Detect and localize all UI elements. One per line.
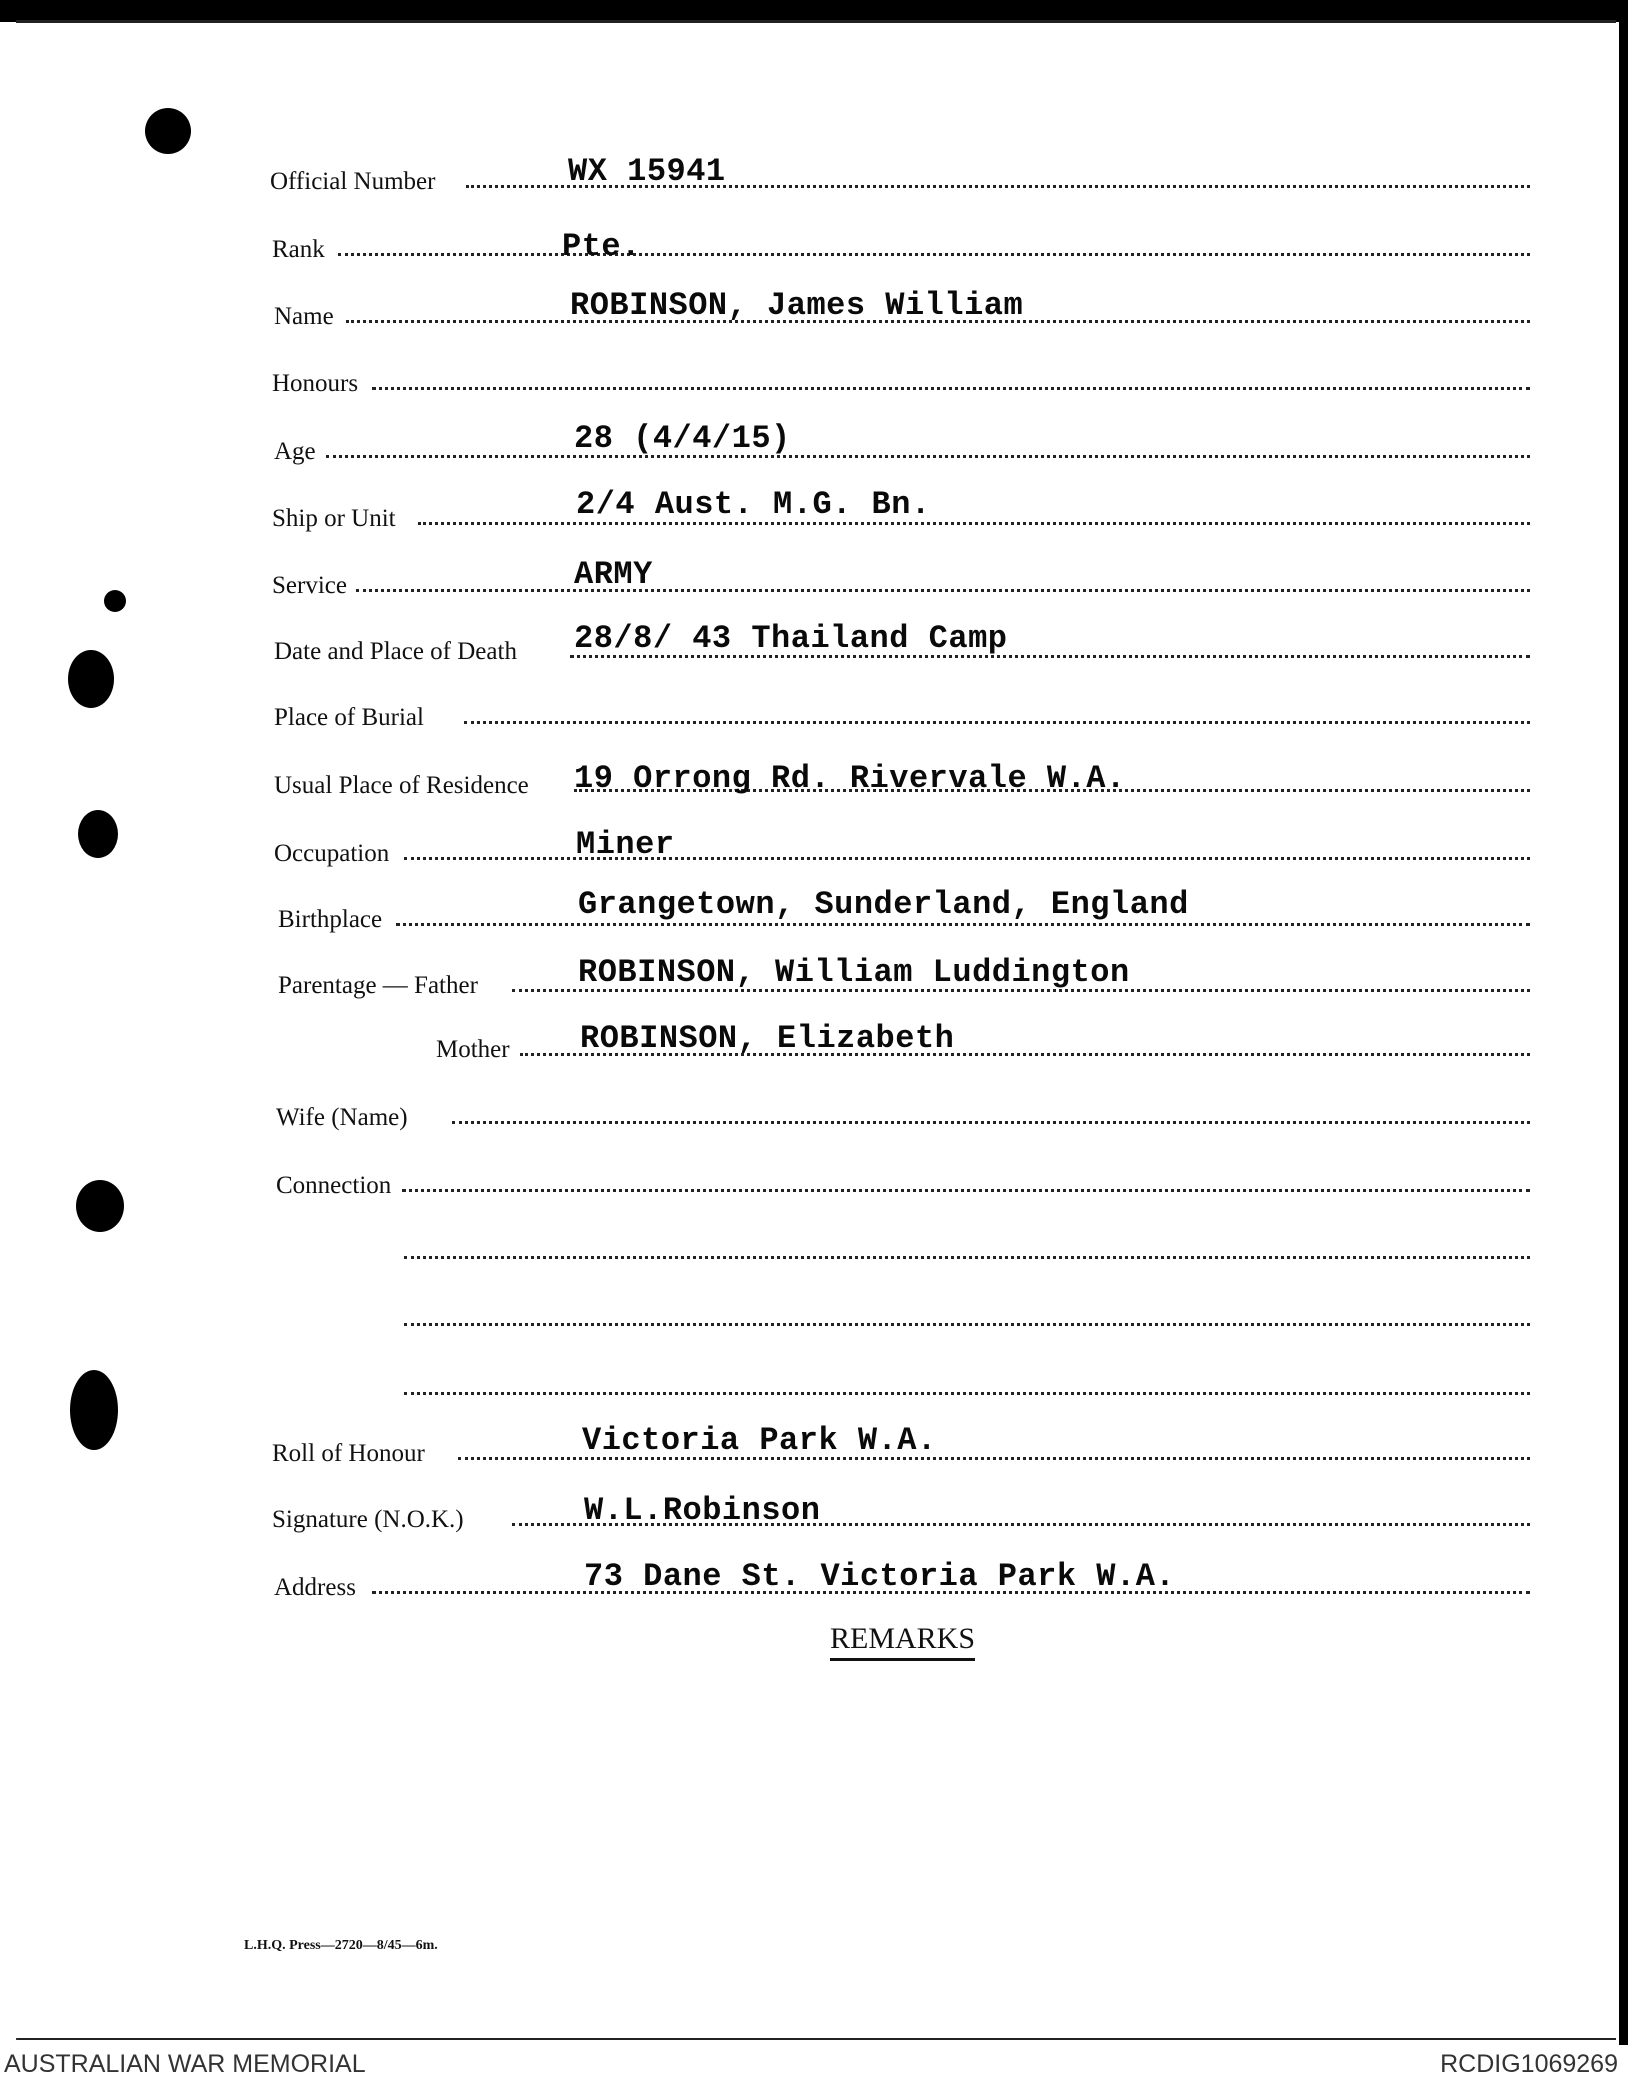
field-label: Roll of Honour — [272, 1440, 425, 1467]
field-value: 73 Dane St. Victoria Park W.A. — [584, 1558, 1176, 1595]
field-label: Mother — [436, 1036, 510, 1063]
field-dotted-line — [372, 387, 1530, 390]
field-value: 2/4 Aust. M.G. Bn. — [576, 486, 931, 523]
field-dotted-line — [396, 923, 1530, 926]
field-value: ROBINSON, Elizabeth — [580, 1020, 955, 1057]
remarks-heading: REMARKS — [830, 1622, 975, 1661]
reference-caption: RCDIG1069269 — [1440, 2050, 1618, 2078]
field-label: Occupation — [274, 840, 390, 867]
field-dotted-line — [404, 857, 1530, 860]
field-value: 19 Orrong Rd. Rivervale W.A. — [574, 760, 1126, 797]
connection-extra-line — [404, 1323, 1530, 1326]
punch-hole — [145, 108, 191, 154]
punch-hole — [104, 590, 126, 612]
field-dotted-line — [326, 455, 1530, 458]
field-label: Date and Place of Death — [274, 638, 517, 665]
connection-extra-line — [404, 1392, 1530, 1395]
field-dotted-line — [338, 253, 1530, 256]
field-label: Usual Place of Residence — [274, 772, 529, 799]
field-value: Grangetown, Sunderland, England — [578, 886, 1189, 923]
punch-hole — [68, 650, 114, 708]
field-label: Official Number — [270, 168, 436, 195]
field-value: 28/8/ 43 Thailand Camp — [574, 620, 1008, 657]
field-dotted-line — [452, 1121, 1530, 1124]
field-value: Pte. — [562, 228, 641, 265]
field-label: Rank — [272, 236, 325, 263]
field-value: WX 15941 — [568, 153, 726, 190]
field-value: ARMY — [574, 556, 653, 593]
field-label: Age — [274, 438, 316, 465]
field-label: Service — [272, 572, 347, 599]
field-value: Victoria Park W.A. — [582, 1422, 937, 1459]
punch-hole — [76, 1180, 124, 1232]
field-dotted-line — [402, 1189, 1530, 1192]
field-dotted-line — [356, 589, 1530, 592]
field-label: Place of Burial — [274, 704, 424, 731]
field-label: Connection — [276, 1172, 392, 1199]
field-value: ROBINSON, William Luddington — [578, 954, 1130, 991]
field-label: Signature (N.O.K.) — [272, 1506, 464, 1533]
press-mark: L.H.Q. Press—2720—8/45—6m. — [244, 1938, 438, 1953]
scan-border-top — [0, 0, 1628, 22]
field-dotted-line — [464, 721, 1530, 724]
field-label: Name — [274, 303, 334, 330]
field-value: Miner — [576, 826, 675, 863]
field-value: ROBINSON, James William — [570, 287, 1024, 324]
scan-border-right — [1619, 0, 1628, 2045]
field-label: Address — [274, 1574, 356, 1601]
field-label: Ship or Unit — [272, 505, 396, 532]
field-value: W.L.Robinson — [584, 1492, 821, 1529]
connection-extra-line — [404, 1256, 1530, 1259]
field-label: Honours — [272, 370, 359, 397]
field-label: Birthplace — [278, 906, 383, 933]
page-edge — [18, 2030, 1616, 2040]
field-value: 28 (4/4/15) — [574, 420, 791, 457]
field-label: Parentage — Father — [278, 972, 478, 999]
punch-hole — [70, 1370, 118, 1450]
punch-hole — [78, 810, 118, 858]
institution-caption: AUSTRALIAN WAR MEMORIAL — [4, 2050, 366, 2078]
field-label: Wife (Name) — [276, 1104, 408, 1131]
